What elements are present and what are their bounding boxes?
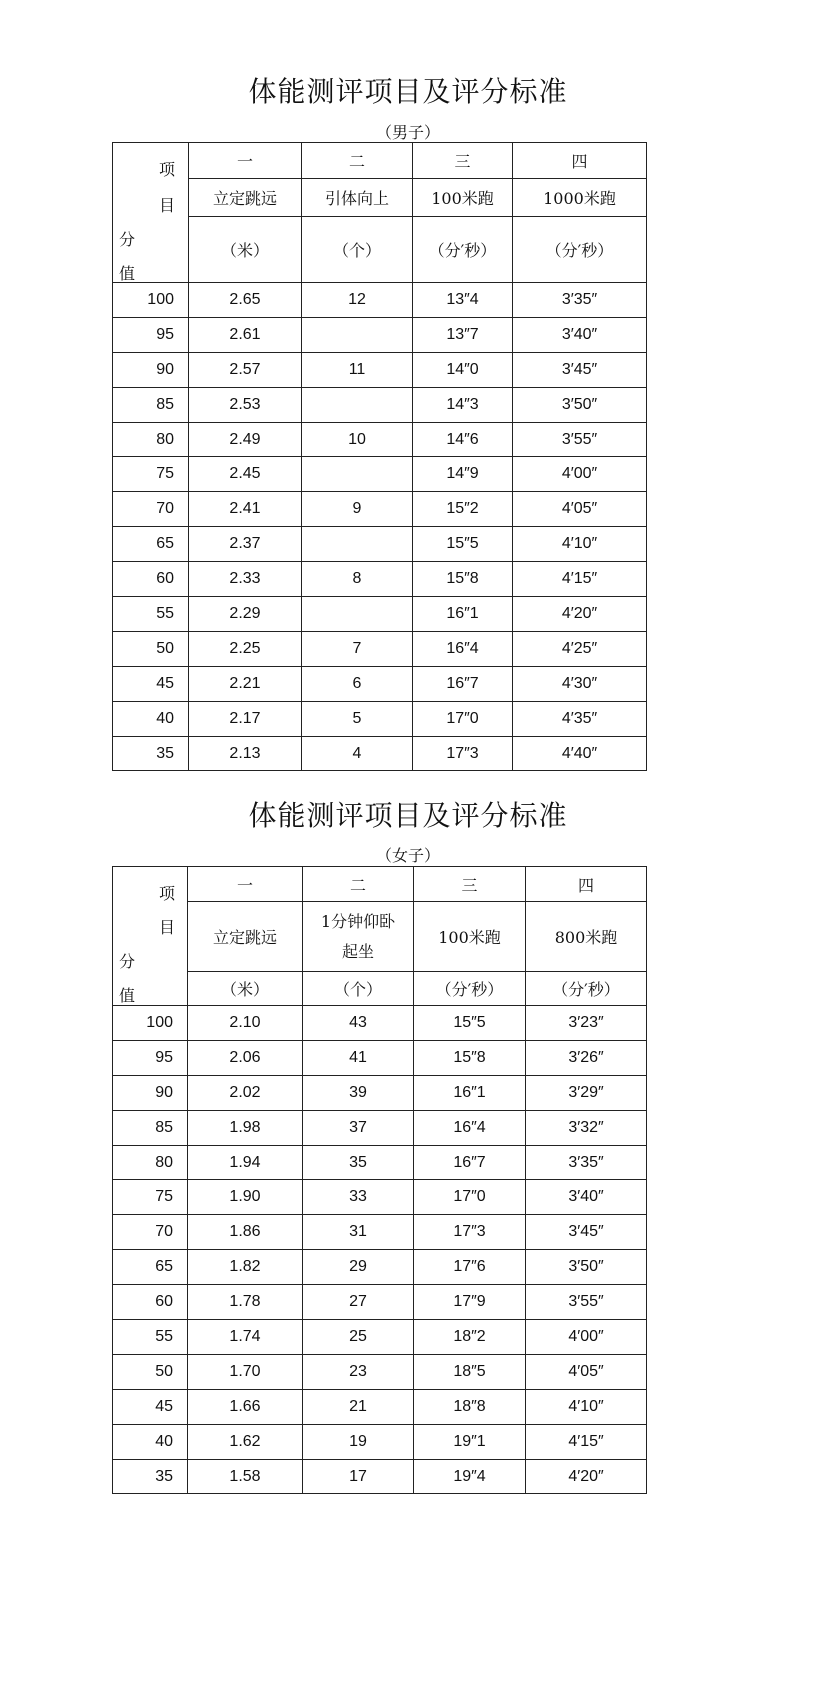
score-cell: 100 <box>113 1006 188 1041</box>
value-cell: 19″1 <box>414 1424 526 1459</box>
value-cell: 4′10″ <box>513 527 647 562</box>
value-cell: 17″9 <box>414 1285 526 1320</box>
header-unit: （分′秒） <box>513 217 647 283</box>
score-cell: 70 <box>113 1215 188 1250</box>
value-cell: 4′25″ <box>513 631 647 666</box>
corner-char: 值 <box>119 264 136 283</box>
score-cell: 85 <box>113 1110 188 1145</box>
table-row <box>113 1354 647 1389</box>
value-cell: 4′20″ <box>526 1459 647 1494</box>
table-row <box>113 562 647 597</box>
value-cell: 3′26″ <box>526 1040 647 1075</box>
value-cell: 4′40″ <box>513 736 647 771</box>
corner-char: 项 <box>159 160 176 179</box>
value-cell: 14″9 <box>413 457 513 492</box>
value-cell: 2.21 <box>189 666 302 701</box>
value-cell: 37 <box>303 1110 414 1145</box>
corner-char: 目 <box>159 196 176 215</box>
value-cell: 16″7 <box>414 1145 526 1180</box>
value-cell: 29 <box>303 1250 414 1285</box>
value-cell: 12 <box>302 283 413 318</box>
header-num: 四 <box>526 867 647 902</box>
table-row <box>113 1075 647 1110</box>
header-num: 二 <box>302 143 413 179</box>
table-row <box>113 1320 647 1355</box>
table-row <box>113 736 647 771</box>
score-cell: 45 <box>113 666 189 701</box>
table-row <box>113 1006 647 1041</box>
value-cell: 3′35″ <box>526 1145 647 1180</box>
table-row <box>113 1145 647 1180</box>
value-cell: 4′15″ <box>513 562 647 597</box>
value-cell: 3′45″ <box>513 352 647 387</box>
score-cell: 35 <box>113 1459 188 1494</box>
value-cell: 6 <box>302 666 413 701</box>
value-cell: 4′30″ <box>513 666 647 701</box>
score-cell: 40 <box>113 701 189 736</box>
male-title: 体能测评项目及评分标准 <box>248 75 568 108</box>
female-score-table <box>112 866 647 1494</box>
value-cell: 1.94 <box>188 1145 303 1180</box>
value-cell: 1.90 <box>188 1180 303 1215</box>
value-cell: 4′20″ <box>513 597 647 632</box>
score-cell: 60 <box>113 1285 188 1320</box>
male-corner-cell <box>113 143 189 283</box>
value-cell: 14″3 <box>413 387 513 422</box>
table-row <box>113 1285 647 1320</box>
value-cell: 23 <box>303 1354 414 1389</box>
value-cell: 10 <box>302 422 413 457</box>
value-cell: 1.74 <box>188 1320 303 1355</box>
value-cell: 2.29 <box>189 597 302 632</box>
header-unit: （分′秒） <box>413 217 513 283</box>
value-cell: 17 <box>303 1459 414 1494</box>
table-row <box>113 1459 647 1494</box>
score-cell: 95 <box>113 1040 188 1075</box>
value-cell: 3′32″ <box>526 1110 647 1145</box>
value-cell: 14″0 <box>413 352 513 387</box>
value-cell <box>302 317 413 352</box>
value-cell: 43 <box>303 1006 414 1041</box>
male-subtitle: （男子） <box>375 123 440 142</box>
value-cell: 2.37 <box>189 527 302 562</box>
table-row <box>113 283 647 318</box>
header-unit: （米） <box>189 217 302 283</box>
value-cell: 2.41 <box>189 492 302 527</box>
header-unit: （米） <box>188 972 303 1006</box>
value-cell: 3′50″ <box>526 1250 647 1285</box>
header-item: 1分钟仰卧起坐 <box>303 902 414 972</box>
value-cell: 15″8 <box>414 1040 526 1075</box>
value-cell: 16″4 <box>413 631 513 666</box>
score-cell: 60 <box>113 562 189 597</box>
score-cell: 40 <box>113 1424 188 1459</box>
value-cell: 15″5 <box>413 527 513 562</box>
table-row <box>113 457 647 492</box>
value-cell: 4′35″ <box>513 701 647 736</box>
value-cell: 8 <box>302 562 413 597</box>
value-cell: 19 <box>303 1424 414 1459</box>
header-num: 三 <box>413 143 513 179</box>
table-row <box>113 1110 647 1145</box>
header-num: 二 <box>303 867 414 902</box>
value-cell: 4′15″ <box>526 1424 647 1459</box>
value-cell: 13″4 <box>413 283 513 318</box>
table-row <box>113 1040 647 1075</box>
header-num: 一 <box>188 867 303 902</box>
score-cell: 55 <box>113 597 189 632</box>
score-cell: 70 <box>113 492 189 527</box>
value-cell: 31 <box>303 1215 414 1250</box>
score-cell: 90 <box>113 352 189 387</box>
value-cell: 2.45 <box>189 457 302 492</box>
table-row <box>113 387 647 422</box>
value-cell: 41 <box>303 1040 414 1075</box>
score-cell: 90 <box>113 1075 188 1110</box>
value-cell: 15″5 <box>414 1006 526 1041</box>
female-title: 体能测评项目及评分标准 <box>248 799 568 832</box>
header-unit: （个） <box>302 217 413 283</box>
value-cell: 2.13 <box>189 736 302 771</box>
value-cell: 2.17 <box>189 701 302 736</box>
value-cell: 33 <box>303 1180 414 1215</box>
value-cell: 14″6 <box>413 422 513 457</box>
table-row <box>113 597 647 632</box>
value-cell: 2.61 <box>189 317 302 352</box>
header-item: 800米跑 <box>526 902 647 972</box>
value-cell: 18″2 <box>414 1320 526 1355</box>
value-cell: 4′05″ <box>526 1354 647 1389</box>
table-row <box>113 317 647 352</box>
score-cell: 65 <box>113 1250 188 1285</box>
value-cell: 18″8 <box>414 1389 526 1424</box>
value-cell: 15″2 <box>413 492 513 527</box>
header-unit: （分′秒） <box>526 972 647 1006</box>
value-cell: 17″0 <box>414 1180 526 1215</box>
score-cell: 100 <box>113 283 189 318</box>
female-corner-cell <box>113 867 188 1006</box>
value-cell: 16″4 <box>414 1110 526 1145</box>
value-cell: 3′29″ <box>526 1075 647 1110</box>
value-cell: 16″1 <box>413 597 513 632</box>
value-cell: 16″1 <box>414 1075 526 1110</box>
table-row <box>113 527 647 562</box>
value-cell: 1.86 <box>188 1215 303 1250</box>
corner-char: 值 <box>119 986 136 1005</box>
score-cell: 80 <box>113 422 189 457</box>
value-cell: 3′23″ <box>526 1006 647 1041</box>
header-item: 立定跳远 <box>189 179 302 217</box>
value-cell <box>302 597 413 632</box>
value-cell: 3′50″ <box>513 387 647 422</box>
value-cell: 4′05″ <box>513 492 647 527</box>
table-row <box>113 1215 647 1250</box>
score-cell: 55 <box>113 1320 188 1355</box>
value-cell: 15″8 <box>413 562 513 597</box>
header-item: 引体向上 <box>302 179 413 217</box>
table-row <box>113 701 647 736</box>
value-cell: 39 <box>303 1075 414 1110</box>
header-num: 一 <box>189 143 302 179</box>
corner-char: 项 <box>159 884 176 903</box>
table-row <box>113 1389 647 1424</box>
value-cell: 27 <box>303 1285 414 1320</box>
value-cell: 17″0 <box>413 701 513 736</box>
score-cell: 75 <box>113 457 189 492</box>
table-row <box>113 492 647 527</box>
header-num: 四 <box>513 143 647 179</box>
value-cell: 16″7 <box>413 666 513 701</box>
value-cell <box>302 387 413 422</box>
value-cell: 2.49 <box>189 422 302 457</box>
value-cell: 4′00″ <box>526 1320 647 1355</box>
header-item: 1000米跑 <box>513 179 647 217</box>
score-cell: 80 <box>113 1145 188 1180</box>
value-cell: 17″3 <box>414 1215 526 1250</box>
value-cell: 18″5 <box>414 1354 526 1389</box>
corner-char: 分 <box>119 230 136 249</box>
score-cell: 85 <box>113 387 189 422</box>
value-cell: 21 <box>303 1389 414 1424</box>
table-row <box>113 352 647 387</box>
value-cell: 4′10″ <box>526 1389 647 1424</box>
corner-char: 目 <box>159 918 176 937</box>
value-cell: 17″6 <box>414 1250 526 1285</box>
value-cell: 1.66 <box>188 1389 303 1424</box>
header-unit: （个） <box>303 972 414 1006</box>
value-cell: 3′40″ <box>526 1180 647 1215</box>
value-cell: 2.10 <box>188 1006 303 1041</box>
value-cell: 13″7 <box>413 317 513 352</box>
value-cell: 1.78 <box>188 1285 303 1320</box>
header-num: 三 <box>414 867 526 902</box>
value-cell: 5 <box>302 701 413 736</box>
value-cell: 2.53 <box>189 387 302 422</box>
value-cell: 2.65 <box>189 283 302 318</box>
value-cell: 4 <box>302 736 413 771</box>
table-row <box>113 422 647 457</box>
value-cell: 3′55″ <box>526 1285 647 1320</box>
value-cell: 25 <box>303 1320 414 1355</box>
value-cell: 2.57 <box>189 352 302 387</box>
score-cell: 65 <box>113 527 189 562</box>
value-cell: 17″3 <box>413 736 513 771</box>
corner-char: 分 <box>119 952 136 971</box>
table-row <box>113 666 647 701</box>
table-row <box>113 1424 647 1459</box>
table-row <box>113 1250 647 1285</box>
value-cell: 3′40″ <box>513 317 647 352</box>
value-cell: 2.25 <box>189 631 302 666</box>
value-cell: 1.82 <box>188 1250 303 1285</box>
value-cell: 3′35″ <box>513 283 647 318</box>
value-cell: 4′00″ <box>513 457 647 492</box>
value-cell: 2.33 <box>189 562 302 597</box>
value-cell: 1.58 <box>188 1459 303 1494</box>
header-item: 100米跑 <box>414 902 526 972</box>
value-cell: 11 <box>302 352 413 387</box>
header-item: 100米跑 <box>413 179 513 217</box>
score-cell: 95 <box>113 317 189 352</box>
value-cell: 2.02 <box>188 1075 303 1110</box>
value-cell: 9 <box>302 492 413 527</box>
value-cell: 2.06 <box>188 1040 303 1075</box>
score-cell: 50 <box>113 1354 188 1389</box>
value-cell: 19″4 <box>414 1459 526 1494</box>
value-cell: 3′45″ <box>526 1215 647 1250</box>
female-subtitle: （女子） <box>375 846 440 865</box>
table-row <box>113 1180 647 1215</box>
header-unit: （分′秒） <box>414 972 526 1006</box>
score-cell: 45 <box>113 1389 188 1424</box>
value-cell <box>302 527 413 562</box>
value-cell: 1.62 <box>188 1424 303 1459</box>
value-cell: 1.70 <box>188 1354 303 1389</box>
value-cell: 1.98 <box>188 1110 303 1145</box>
value-cell: 35 <box>303 1145 414 1180</box>
value-cell: 3′55″ <box>513 422 647 457</box>
score-cell: 50 <box>113 631 189 666</box>
value-cell <box>302 457 413 492</box>
score-cell: 75 <box>113 1180 188 1215</box>
table-row <box>113 631 647 666</box>
value-cell: 7 <box>302 631 413 666</box>
header-item: 立定跳远 <box>188 902 303 972</box>
score-cell: 35 <box>113 736 189 771</box>
male-score-table <box>112 142 647 771</box>
